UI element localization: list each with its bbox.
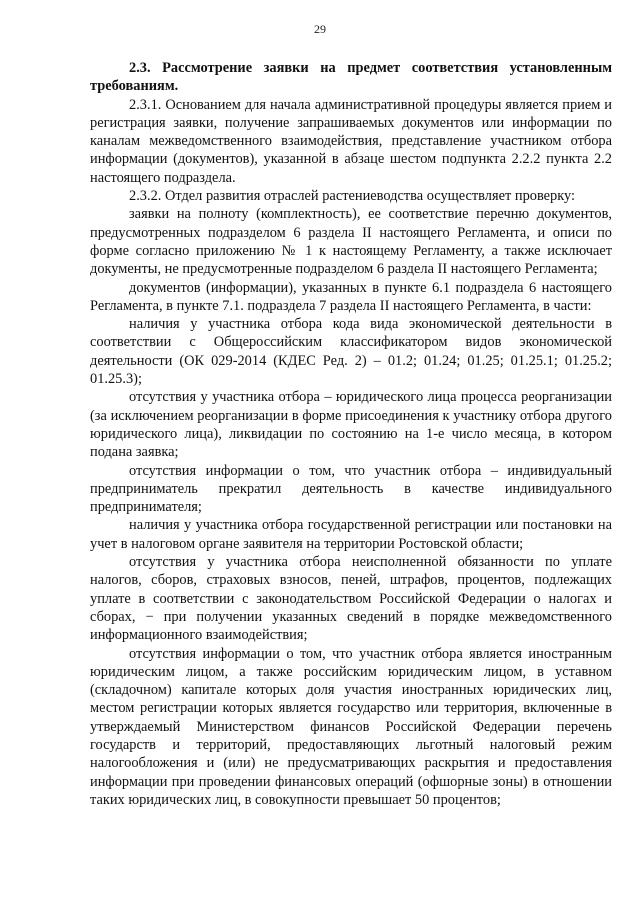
paragraph-documents-check: документов (информации), указанных в пункте 6.1 подраздела 6 настоящего Регламента, в пункте 7.1. подраздела 7 раздела II настоящего Регламента, в части: — [90, 279, 612, 314]
paragraph-entrepreneur: отсутствия информации о том, что участник отбора – индивидуальный предприниматель прекратил деятельность в качестве индивидуального предпринимателя; — [90, 462, 612, 516]
paragraph-2-3-2: 2.3.2. Отдел развития отраслей растениеводства осуществляет проверку: — [129, 188, 576, 205]
document-body — [90, 59, 612, 809]
paragraph-reorganization: отсутствия у участника отбора – юридического лица процесса реорганизации (за исключением реорганизации в форме присоединения к участнику отбора другого юридического лица), ликвидации по состоянию на 1-е число месяца, в котором подана заявка; — [90, 389, 612, 461]
paragraph-tax-obligations: отсутствия у участника отбора неисполненной обязанности по уплате налогов, сборов, страховых взносов, пеней, штрафов, процентов, подлежащих уплате в соответствии с законодательством Российской Федерации о налогах и сборах, − при получении указанных сведений в порядке межведомственного информационного взаимодействия; — [90, 554, 612, 644]
paragraph-completeness-check: заявки на полноту (комплектность), ее соответствие перечню документов, предусмотренных подразделом 6 раздела II настоящего Регламента, и описи по форме согласно приложению № 1 к настоящему Регламенту, а также исключает документы, не предусмотренные подразделом 6 раздела II настоящего Регламента; — [90, 206, 612, 278]
paragraph-activity-code: наличия у участника отбора кода вида экономической деятельности в соответствии с Общероссийским классификатором видов экономической деятельности (ОК 029-2014 (КДЕС Ред. 2) – 01.2; 01.24; 01.25; 01.25.1; 01.25.2; 01.25.3); — [90, 316, 612, 388]
paragraph-registration: наличия у участника отбора государственной регистрации или постановки на учет в налоговом органе заявителя на территории Ростовской области; — [90, 517, 612, 552]
section-heading: 2.3. Рассмотрение заявки на предмет соответствия установленным требованиям. — [90, 60, 612, 95]
paragraph-offshore: отсутствия информации о том, что участник отбора является иностранным юридическим лицом, а также российским юридическим лицом, в уставном (складочном) капитале которых доля участия иностранных юридических лиц, местом регистрации которых является государство или территория, включенные в утверждаемый Министерством финансов Российской Федерации перечень государств и территорий, предоставляющих льготный налоговый режим налогообложения и (или) не предусматривающих раскрытия и предоставления информации при проведении финансовых операций (офшорные зоны) в отношении таких юридических лиц, в совокупности превышает 50 процентов; — [90, 645, 612, 808]
page-number: 29 — [314, 22, 326, 36]
paragraph-2-3-1: 2.3.1. Основанием для начала административной процедуры является прием и регистрация заявки, получение запрашиваемых документов или информации по каналам межведомственного взаимодействия, представление участником отбора информации (документов), указанной в абзаце шестом подпункта 2.2.2 пункта 2.2 настоящего подраздела. — [90, 96, 612, 186]
